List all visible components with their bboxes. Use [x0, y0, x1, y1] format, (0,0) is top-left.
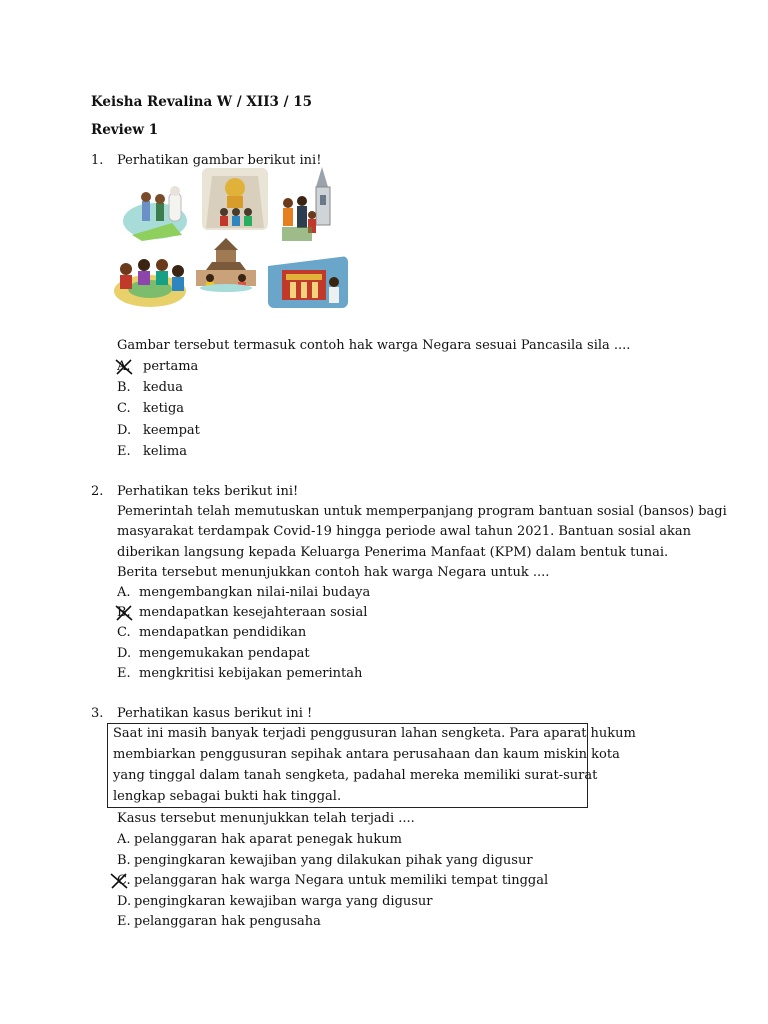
case-text-line: yang tinggal dalam tanah sengketa, padahal mereka memiliki surat-surat: [113, 768, 598, 783]
x-mark-icon: [113, 604, 135, 622]
illustration-family-meal: [110, 255, 190, 309]
question-2-text-line: Pemerintah telah memutuskan untuk memperpanjang program bantuan sosial (bansos) bagi: [117, 504, 727, 519]
page-title: Review 1: [91, 122, 159, 138]
question-2-text-line: diberikan langsung kepada Keluarga Penerima Manfaat (KPM) dalam bentuk tunai.: [117, 545, 669, 560]
question-1-prompt: Perhatikan gambar berikut ini!: [117, 153, 322, 168]
option-letter: E.: [117, 443, 131, 459]
option-letter: D.: [117, 422, 132, 438]
x-mark-icon: [113, 358, 135, 376]
option-letter: D.: [117, 645, 132, 661]
illustration-vihara-interior: [268, 256, 348, 308]
option-text: keempat: [143, 422, 200, 438]
option-letter: C.: [117, 401, 131, 417]
option-text: mengkritisi kebijakan pemerintah: [139, 665, 363, 681]
option-letter: D.: [117, 893, 132, 909]
option-text: pengingkaran kewajiban yang dilakukan pihak yang digusur: [134, 852, 533, 868]
option-letter: E.: [117, 665, 131, 681]
option-letter: C.: [117, 873, 131, 889]
illustration-temple-worship: [202, 168, 268, 230]
option-text: mengembangkan nilai-nilai budaya: [139, 585, 371, 600]
option-text: pelanggaran hak warga Negara untuk memiliki tempat tinggal: [134, 873, 549, 889]
question-2-text-line: masyarakat terdampak Covid-19 hingga periode awal tahun 2021. Bantuan sosial akan: [117, 524, 691, 539]
option-letter: B.: [117, 605, 131, 621]
question-3-text: Kasus tersebut menunjukkan telah terjadi ....: [117, 811, 415, 826]
option-text: ketiga: [143, 401, 185, 417]
option-letter: A.: [117, 832, 131, 847]
option-letter: C.: [117, 625, 131, 641]
question-1-text: Gambar tersebut termasuk contoh hak warga Negara sesuai Pancasila sila ....: [117, 338, 631, 353]
option-text: pengingkaran kewajiban warga yang digusur: [134, 893, 433, 909]
case-text-line: Saat ini masih banyak terjadi penggusuran lahan sengketa. Para aparat hukum: [113, 726, 636, 741]
question-3-prompt: Perhatikan kasus berikut ini !: [117, 706, 313, 721]
option-letter: A.: [117, 585, 131, 600]
illustration-pura-temple: [192, 236, 260, 292]
option-letter: A.: [117, 359, 131, 374]
option-text: mengemukakan pendapat: [139, 645, 310, 661]
case-text-line: lengkap sebagai bukti hak tinggal.: [113, 789, 342, 804]
question-number-2: 2.: [91, 484, 104, 499]
option-text: pertama: [143, 359, 199, 374]
option-letter: B.: [117, 380, 131, 396]
illustration-prayer-group: [122, 183, 188, 241]
option-text: pelanggaran hak pengusaha: [134, 914, 321, 930]
option-text: mendapatkan kesejahteraan sosial: [139, 605, 368, 621]
option-text: kedua: [143, 380, 184, 396]
option-text: mendapatkan pendidikan: [139, 625, 307, 641]
option-text: kelima: [143, 443, 187, 459]
student-identity: Keisha Revalina W / XII3 / 15: [91, 94, 313, 110]
x-mark-icon: [108, 872, 130, 890]
question-number-3: 3.: [91, 706, 104, 721]
option-letter: E.: [117, 914, 131, 930]
option-text: pelanggaran hak aparat penegak hukum: [134, 832, 402, 847]
question-number-1: 1.: [91, 153, 104, 168]
question-2-prompt: Perhatikan teks berikut ini!: [117, 484, 299, 499]
illustration-church-family: [276, 163, 342, 247]
option-letter: B.: [117, 852, 131, 868]
case-text-line: membiarkan penggusuran sepihak antara perusahaan dan kaum miskin kota: [113, 747, 620, 762]
question-2-text-line: Berita tersebut menunjukkan contoh hak warga Negara untuk ....: [117, 565, 550, 580]
